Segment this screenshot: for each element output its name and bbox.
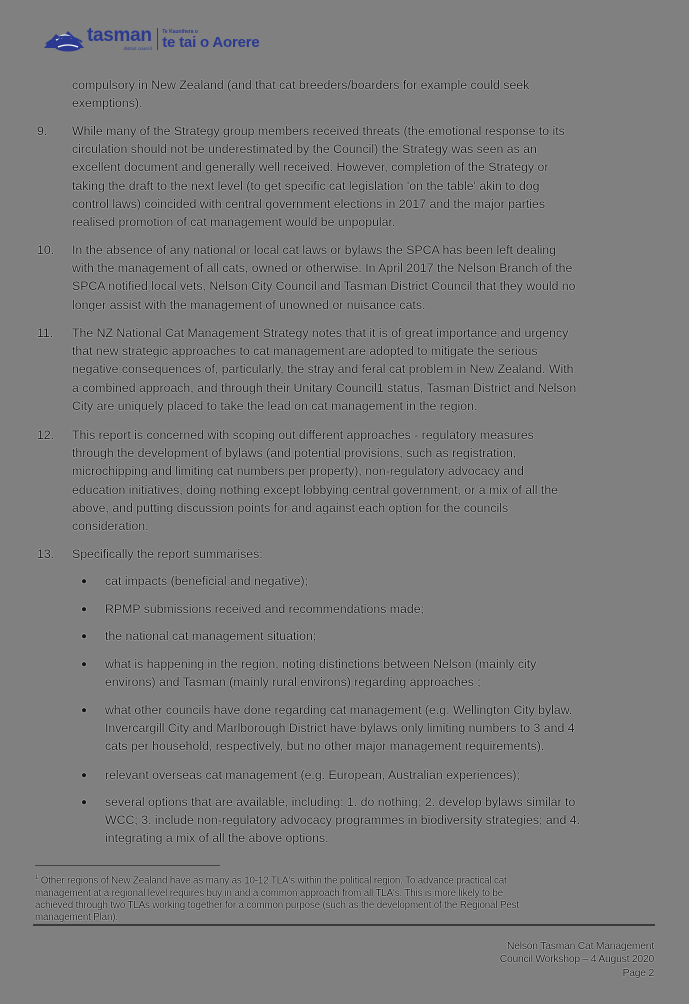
text-line: longer assist with the management of unowned or nuisance cats. bbox=[72, 297, 426, 312]
logo-maori-small: Te Kaunihera o bbox=[162, 28, 198, 35]
paragraph-10 bbox=[72, 241, 662, 314]
bullet-item bbox=[105, 793, 665, 848]
text-line: realised promotion of cat management would be unpopular. bbox=[72, 215, 396, 230]
text-line: This report is concerned with scoping out different approaches - regulatory measures bbox=[72, 428, 534, 442]
text-line: relevant overseas cat management (e.g. European, Australian experiences); bbox=[105, 768, 520, 782]
text-line: The NZ National Cat Management Strategy notes that it is of great importance and urgency bbox=[72, 326, 569, 340]
text-line: through the development of bylaws (and potential provisions, such as registration, bbox=[72, 446, 517, 461]
text-line: several options that are available, including: 1. do nothing; 2. develop bylaws similar to bbox=[105, 795, 576, 809]
continuation-paragraph bbox=[72, 76, 662, 112]
footnote-separator bbox=[35, 865, 220, 866]
footnote-text: Other regions of New Zealand have as many as 10-12 TLA's within the political region. To advance practical cat bbox=[40, 875, 507, 887]
text-line: excellent document and generally well received. However, completion of the Strategy or bbox=[72, 160, 549, 175]
text-line: achieved through two TLAs working together for a common purpose (such as the development of the Regional Pest bbox=[35, 900, 519, 912]
text-line: management at a regional level requires buy in and a common approach from all TLA's. This is more likely to be bbox=[35, 887, 504, 899]
paragraph-number: 12. bbox=[37, 428, 55, 442]
text-line bbox=[35, 872, 655, 888]
text-line: a combined approach, and through their Unitary Council1 status, Tasman District and Nelson bbox=[72, 380, 577, 395]
text-line: Specifically the report summarises: bbox=[72, 547, 263, 561]
text-line: microchipping and limiting cat numbers per property), non-regulatory advocacy and bbox=[72, 464, 524, 479]
footer-title: Nelson Tasman Cat Management bbox=[506, 941, 654, 952]
bullet-icon: ● bbox=[81, 659, 88, 670]
logo-maori-name: te tai o Aorere bbox=[162, 33, 260, 51]
bullet-item bbox=[105, 572, 665, 590]
bullet-item bbox=[105, 655, 665, 691]
text-line: management Plan). bbox=[35, 912, 118, 924]
text-line: education initiatives, doing nothing except lobbying central government, or a mix of all the bbox=[72, 482, 559, 497]
bullet-icon: ● bbox=[81, 604, 88, 615]
footer-meeting: Council Workshop – 4 August 2020 bbox=[499, 954, 654, 966]
paragraph-number: 13. bbox=[37, 547, 55, 561]
text-line: what is happening in the region, noting distinctions between Nelson (mainly city bbox=[105, 657, 537, 671]
text-line: taking the draft to the next level (to get specific cat legislation 'on the table' akin to dog bbox=[72, 178, 540, 193]
footnote bbox=[35, 872, 655, 925]
paragraph-number: 9. bbox=[37, 124, 48, 138]
page-footer bbox=[500, 940, 654, 980]
paragraph-13 bbox=[72, 545, 662, 563]
footer-rule bbox=[33, 924, 655, 926]
text-line: exemptions). bbox=[72, 96, 143, 111]
text-line: compulsory in New Zealand (and that cat breeders/boarders for example could seek bbox=[72, 78, 530, 92]
logo-subtitle: district council bbox=[123, 46, 152, 51]
bullet-icon: ● bbox=[81, 797, 88, 808]
text-line: WCC; 3. include non-regulatory advocacy programmes in biodiversity strategies; and 4. bbox=[105, 813, 581, 828]
bullet-icon: ● bbox=[81, 770, 88, 781]
text-line: cats per household, respectively, but no other major management requirements). bbox=[105, 739, 545, 754]
text-line: that new strategic approaches to cat management are adopted to mitigate the serious bbox=[72, 344, 538, 359]
text-line: cat impacts (beneficial and negative); bbox=[105, 574, 309, 588]
logo-name: tasman bbox=[87, 25, 152, 46]
paragraph-12 bbox=[72, 426, 662, 535]
text-line: SPCA notified local vets, Nelson City Council and Tasman District Council that they would no bbox=[72, 279, 576, 294]
bullet-icon: ● bbox=[81, 631, 88, 642]
bullet-item bbox=[105, 766, 665, 784]
text-line: integrating a mix of all the above options. bbox=[105, 831, 329, 846]
paragraph-number: 10. bbox=[37, 243, 55, 257]
bullet-item bbox=[105, 600, 665, 618]
text-line: with the management of all cats, owned or otherwise. In April 2017 the Nelson Branch of the bbox=[72, 261, 573, 276]
text-line: environs) and Tasman (mainly rural environs) regarding approaches ; bbox=[105, 675, 481, 690]
text-line: above, and putting discussion points for and against each option for the councils bbox=[72, 500, 509, 515]
tasman-logo bbox=[42, 24, 260, 54]
footnote-marker: 1 bbox=[35, 875, 39, 881]
bullet-item bbox=[105, 701, 665, 756]
paragraph-9 bbox=[72, 122, 662, 231]
bullet-item bbox=[105, 627, 665, 645]
text-line: circulation should not be underestimated by the Council) the Strategy was seen as an bbox=[72, 142, 537, 157]
text-line: consideration. bbox=[72, 519, 149, 534]
mountain-wave-icon bbox=[42, 26, 86, 52]
text-line: Invercargill City and Marlborough District have bylaws only limiting numbers to 3 and 4 bbox=[105, 721, 575, 736]
text-line: what other councils have done regarding cat management (e.g. Wellington City bylaw. bbox=[105, 703, 573, 717]
text-line: In the absence of any national or local cat laws or bylaws the SPCA has been left dealing bbox=[72, 243, 556, 257]
bullet-icon: ● bbox=[81, 705, 88, 716]
text-line: While many of the Strategy group members received threats (the emotional response to its bbox=[72, 124, 565, 138]
text-line: the national cat management situation; bbox=[105, 629, 317, 643]
text-line: control laws) coincided with central government elections in 2017 and the major parties bbox=[72, 196, 545, 211]
bullet-icon: ● bbox=[81, 576, 88, 587]
page-number: Page 2 bbox=[622, 967, 654, 979]
logo-divider bbox=[157, 28, 159, 50]
paragraph-number: 11. bbox=[37, 326, 54, 340]
paragraph-11 bbox=[72, 324, 662, 415]
text-line: City are uniquely placed to take the lead on cat management in the region. bbox=[72, 398, 478, 413]
text-line: negative consequences of, particularly, the stray and feral cat problem in New Zealand. With bbox=[72, 362, 574, 377]
text-line: RPMP submissions received and recommendations made; bbox=[105, 602, 424, 616]
